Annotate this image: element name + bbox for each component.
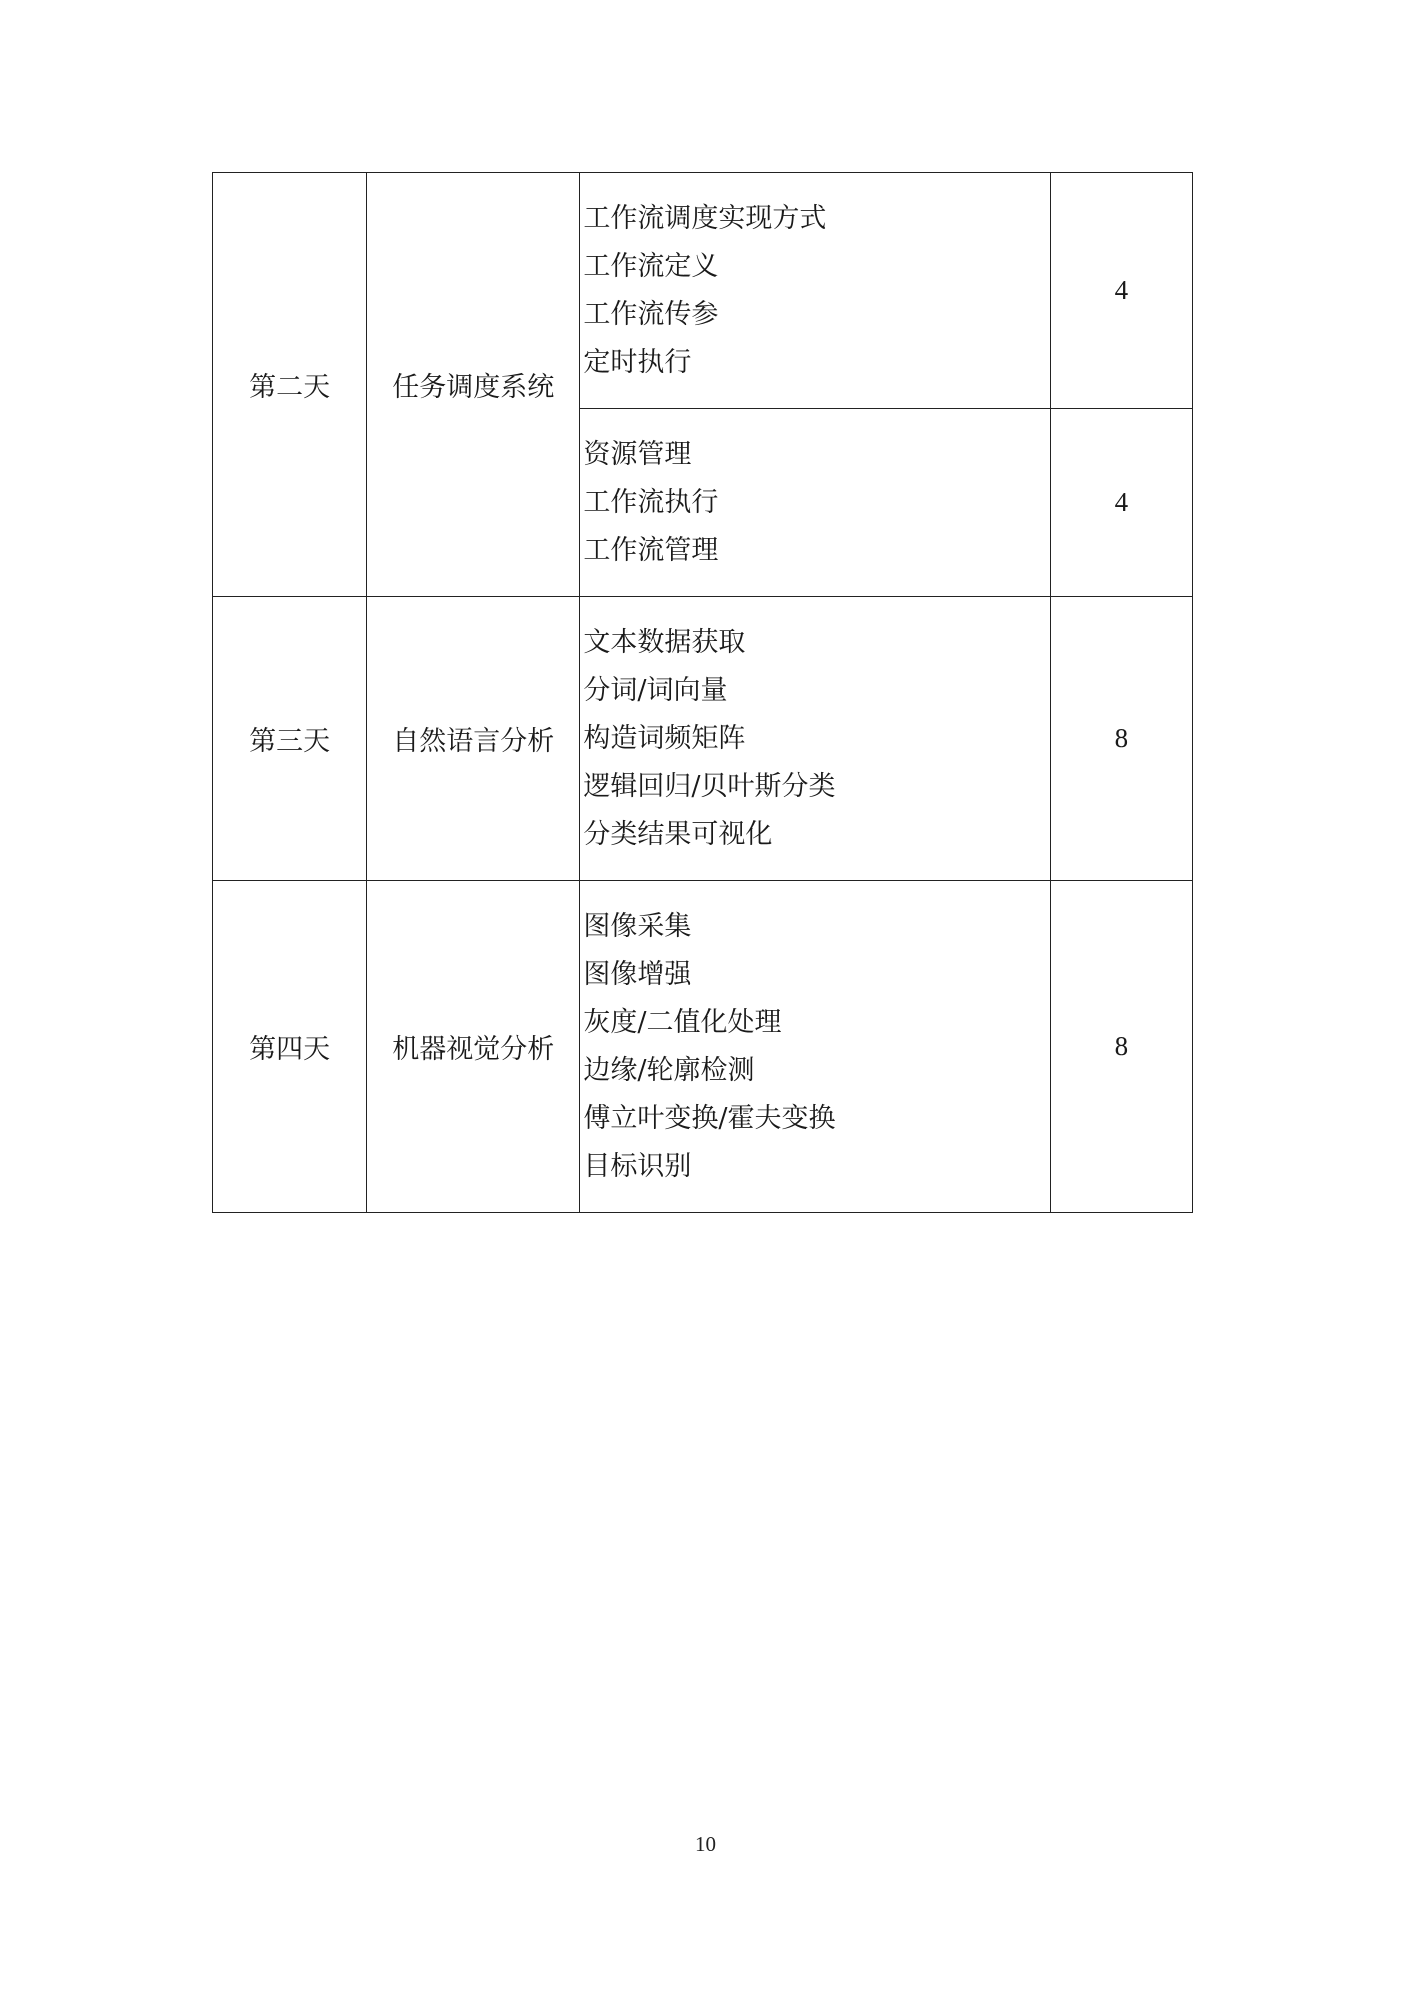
hours-cell: 4 bbox=[1050, 409, 1192, 597]
day-cell: 第二天 bbox=[213, 173, 367, 597]
list-item: 构造词频矩阵 bbox=[583, 722, 746, 754]
schedule-table bbox=[212, 172, 1193, 1213]
hours-cell: 8 bbox=[1050, 597, 1192, 881]
topic-list bbox=[583, 195, 1049, 387]
content-cell bbox=[580, 597, 1050, 881]
day-cell: 第三天 bbox=[213, 597, 367, 881]
day-cell: 第四天 bbox=[213, 881, 367, 1213]
hours-cell: 4 bbox=[1050, 173, 1192, 409]
table-row bbox=[213, 881, 1193, 1213]
list-item: 工作流管理 bbox=[583, 534, 719, 566]
list-item: 逻辑回归/贝叶斯分类 bbox=[583, 770, 836, 802]
hours-cell: 8 bbox=[1050, 881, 1192, 1213]
topic-list bbox=[583, 619, 1049, 859]
topic-list bbox=[583, 431, 1049, 575]
list-item: 目标识别 bbox=[583, 1150, 692, 1182]
list-item: 分词/词向量 bbox=[583, 674, 728, 706]
list-item: 文本数据获取 bbox=[583, 626, 746, 658]
list-item: 分类结果可视化 bbox=[583, 818, 773, 850]
list-item: 资源管理 bbox=[583, 438, 692, 470]
module-cell: 机器视觉分析 bbox=[367, 881, 580, 1213]
list-item: 边缘/轮廓检测 bbox=[583, 1054, 755, 1086]
list-item: 工作流调度实现方式 bbox=[583, 202, 827, 234]
list-item: 定时执行 bbox=[583, 346, 692, 378]
content-cell bbox=[580, 173, 1050, 409]
list-item: 傅立叶变换/霍夫变换 bbox=[583, 1102, 836, 1134]
list-item: 工作流定义 bbox=[583, 250, 719, 282]
table-row bbox=[213, 597, 1193, 881]
content-cell bbox=[580, 409, 1050, 597]
list-item: 工作流执行 bbox=[583, 486, 719, 518]
module-cell: 自然语言分析 bbox=[367, 597, 580, 881]
list-item: 图像增强 bbox=[583, 958, 692, 990]
list-item: 图像采集 bbox=[583, 910, 692, 942]
page-number: 10 bbox=[695, 1832, 716, 1856]
list-item: 灰度/二值化处理 bbox=[583, 1006, 782, 1038]
topic-list bbox=[583, 903, 1049, 1191]
list-item: 工作流传参 bbox=[583, 298, 719, 330]
content-cell bbox=[580, 881, 1050, 1213]
module-cell: 任务调度系统 bbox=[367, 173, 580, 597]
table-row bbox=[213, 173, 1193, 409]
